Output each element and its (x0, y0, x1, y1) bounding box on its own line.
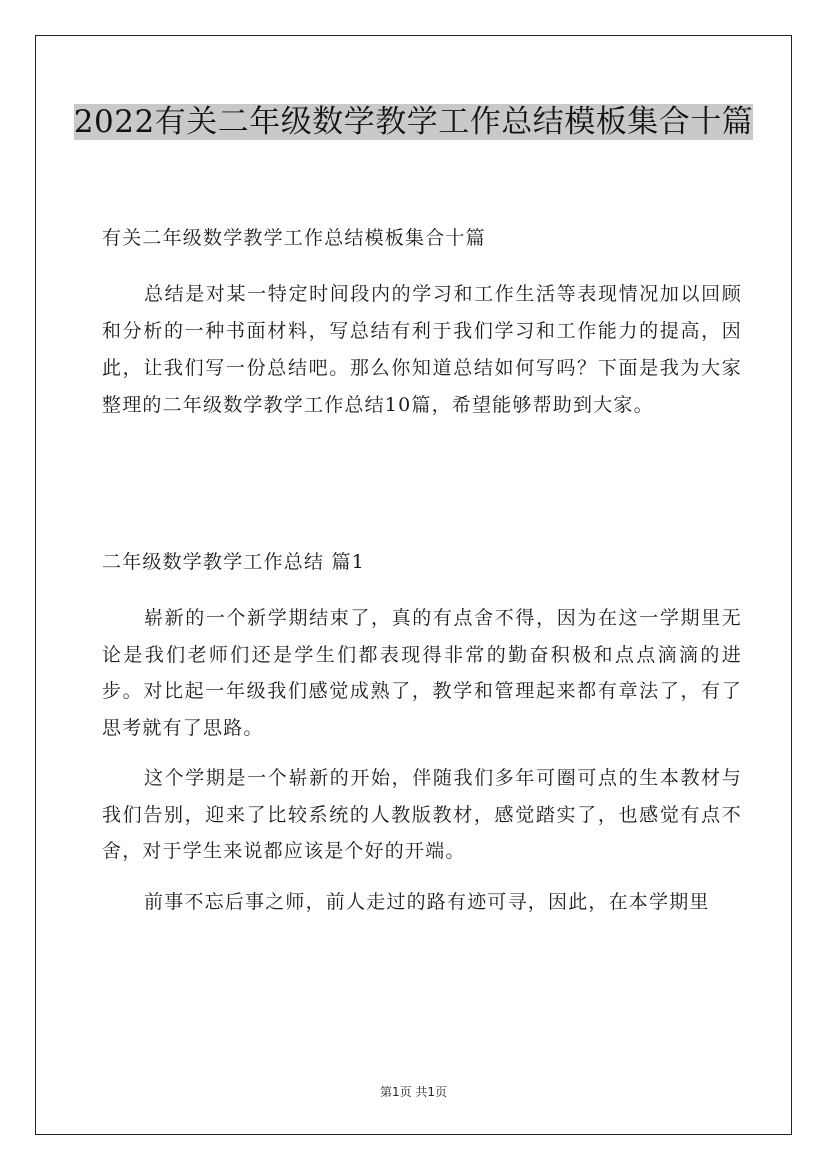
body-paragraph-3: 前事不忘后事之师，前人走过的路有迹可寻，因此，在本学期里 (144, 890, 710, 913)
section-heading: 二年级数学教学工作总结 篇1 (102, 551, 365, 573)
title-area (60, 98, 767, 147)
document-subtitle: 有关二年级数学教学工作总结模板集合十篇 (102, 227, 486, 249)
page-border (35, 35, 792, 1135)
body-paragraph-1: 崭新的一个新学期结束了，真的有点舍不得，因为在这一学期里无论是我们老师们还是学生们都表现得非常的勤奋积极和点点滴滴的进步。对比起一年级我们感觉成熟了，教学和管理起来都有章法了，有了思考就有了思路。 (102, 607, 742, 739)
intro-paragraph: 总结是对某一特定时间段内的学习和工作生活等表现情况加以回顾和分析的一种书面材料，写总结有利于我们学习和工作能力的提高，因此，让我们写一份总结吧。那么你知道总结如何写吗？下面是我为大家整理的二年级数学教学工作总结10篇，希望能够帮助到大家。 (102, 283, 742, 416)
section-body (102, 600, 742, 934)
document-title: 2022有关二年级数学教学工作总结模板集合十篇 (73, 104, 754, 140)
page-footer: 第1页 共1页 (379, 1085, 448, 1099)
body-paragraph-2: 这个学期是一个崭新的开始，伴随我们多年可圈可点的生本教材与我们告别，迎来了比较系统的人教版教材，感觉踏实了，也感觉有点不舍，对于学生来说都应该是个好的开端。 (102, 767, 742, 862)
